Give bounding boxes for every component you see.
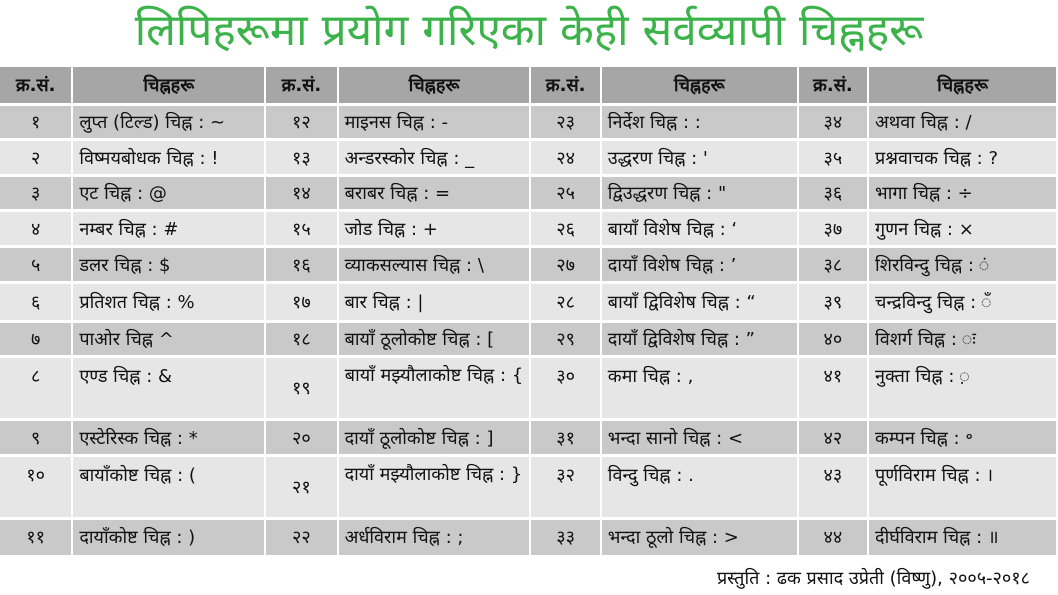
symbol-description: पाओर चिह्न ^ <box>72 322 265 357</box>
serial-number: १७ <box>265 283 337 322</box>
symbols-table <box>0 67 1058 555</box>
header-symbols: चिह्नहरू <box>868 67 1057 105</box>
symbol-description: प्रश्नवाचक चिह्न : ? <box>868 140 1057 176</box>
serial-number: ८ <box>0 357 72 420</box>
symbol-description: प्रतिशत चिह्न : % <box>72 283 265 322</box>
table-row <box>0 247 1057 283</box>
serial-number: ४२ <box>798 420 868 456</box>
symbol-description: द्विउद्धरण चिह्न : " <box>601 176 798 211</box>
serial-number: ११ <box>0 519 72 555</box>
serial-number: १ <box>0 105 72 140</box>
serial-number: १५ <box>265 211 337 247</box>
serial-number: २६ <box>530 211 600 247</box>
symbol-description: दायाँ विशेष चिह्न : ’ <box>601 247 798 283</box>
serial-number: १० <box>0 456 72 519</box>
symbol-description: कम्पन चिह्न : ॰ <box>868 420 1057 456</box>
serial-number: २७ <box>530 247 600 283</box>
serial-number: ३ <box>0 176 72 211</box>
symbol-description: बायाँ ठूलोकोष्ट चिह्न : [ <box>338 322 531 357</box>
serial-number: ३६ <box>798 176 868 211</box>
symbol-description: विशर्ग चिह्न : ः <box>868 322 1057 357</box>
symbol-description: अन्डरस्कोर चिह्न : _ <box>338 140 531 176</box>
serial-number: ४१ <box>798 357 868 420</box>
symbol-description: गुणन चिह्न : × <box>868 211 1057 247</box>
symbol-description: बायाँ विशेष चिह्न : ‘ <box>601 211 798 247</box>
header-serial: क्र.सं. <box>265 67 337 105</box>
symbol-description: दायाँ ठूलोकोष्ट चिह्न : ] <box>338 420 531 456</box>
symbol-description: एस्टेरिस्क चिह्न : * <box>72 420 265 456</box>
table-row <box>0 420 1057 456</box>
symbol-description: अथवा चिह्न : / <box>868 105 1057 140</box>
symbol-description: भन्दा सानो चिह्न : < <box>601 420 798 456</box>
symbol-description: विन्दु चिह्न : . <box>601 456 798 519</box>
serial-number: २१ <box>265 456 337 519</box>
serial-number: २ <box>0 140 72 176</box>
symbol-description: बराबर चिह्न : = <box>338 176 531 211</box>
serial-number: ९ <box>0 420 72 456</box>
header-symbols: चिह्नहरू <box>72 67 265 105</box>
symbol-description: लुप्त (टिल्ड) चिह्न : ~ <box>72 105 265 140</box>
table-row <box>0 283 1057 322</box>
symbol-description: निर्देश चिह्न : : <box>601 105 798 140</box>
symbol-description: चन्द्रविन्दु चिह्न : ँ <box>868 283 1057 322</box>
serial-number: २८ <box>530 283 600 322</box>
symbol-description: दायाँ द्विविशेष चिह्न : ” <box>601 322 798 357</box>
symbol-description: उद्धरण चिह्न : ' <box>601 140 798 176</box>
serial-number: ३१ <box>530 420 600 456</box>
serial-number: ६ <box>0 283 72 322</box>
serial-number: १४ <box>265 176 337 211</box>
header-serial: क्र.सं. <box>530 67 600 105</box>
symbol-description: बार चिह्न : | <box>338 283 531 322</box>
serial-number: १६ <box>265 247 337 283</box>
header-symbols: चिह्नहरू <box>601 67 798 105</box>
serial-number: ३८ <box>798 247 868 283</box>
header-serial: क्र.सं. <box>0 67 72 105</box>
symbol-description: बायाँ द्विविशेष चिह्न : “ <box>601 283 798 322</box>
serial-number: ३३ <box>530 519 600 555</box>
serial-number: ३० <box>530 357 600 420</box>
footer-credit: प्रस्तुति : ढक प्रसाद उप्रेती (विष्णु), २००५-२०१८ <box>716 568 1030 589</box>
table-row <box>0 140 1057 176</box>
symbol-description: कमा चिह्न : , <box>601 357 798 420</box>
serial-number: २२ <box>265 519 337 555</box>
symbol-description: एण्ड चिह्न : & <box>72 357 265 420</box>
symbol-description: जोड चिह्न : + <box>338 211 531 247</box>
symbol-description: डलर चिह्न : $ <box>72 247 265 283</box>
symbol-description: दायाँकोष्ट चिह्न : ) <box>72 519 265 555</box>
symbol-description: बायाँकोष्ट चिह्न : ( <box>72 456 265 519</box>
table-row <box>0 211 1057 247</box>
serial-number: ३५ <box>798 140 868 176</box>
serial-number: ७ <box>0 322 72 357</box>
serial-number: ४३ <box>798 456 868 519</box>
symbol-description: भागा चिह्न : ÷ <box>868 176 1057 211</box>
header-symbols: चिह्नहरू <box>338 67 531 105</box>
serial-number: १८ <box>265 322 337 357</box>
serial-number: ५ <box>0 247 72 283</box>
symbol-description: नम्बर चिह्न : # <box>72 211 265 247</box>
table-row <box>0 176 1057 211</box>
serial-number: ३४ <box>798 105 868 140</box>
header-serial: क्र.सं. <box>798 67 868 105</box>
symbol-description: दीर्घविराम चिह्न : ॥ <box>868 519 1057 555</box>
serial-number: ३७ <box>798 211 868 247</box>
symbol-description: एट चिह्न : @ <box>72 176 265 211</box>
symbol-description: विष्मयबोधक चिह्न : ! <box>72 140 265 176</box>
symbol-description: दायाँ मझ्यौलाकोष्ट चिह्न : } <box>338 456 531 519</box>
serial-number: ३२ <box>530 456 600 519</box>
serial-number: ४० <box>798 322 868 357</box>
table-row <box>0 519 1057 555</box>
serial-number: २३ <box>530 105 600 140</box>
table-row <box>0 456 1057 519</box>
symbol-description: शिरविन्दु चिह्न : ं <box>868 247 1057 283</box>
table-header-row <box>0 67 1057 105</box>
serial-number: १३ <box>265 140 337 176</box>
symbol-description: भन्दा ठूलो चिह्न : > <box>601 519 798 555</box>
serial-number: ४ <box>0 211 72 247</box>
serial-number: २५ <box>530 176 600 211</box>
serial-number: २९ <box>530 322 600 357</box>
symbol-description: नुक्ता चिह्न : ़ <box>868 357 1057 420</box>
symbol-description: माइनस चिह्न : - <box>338 105 531 140</box>
symbol-description: अर्धविराम चिह्न : ; <box>338 519 531 555</box>
serial-number: ३९ <box>798 283 868 322</box>
table-row <box>0 105 1057 140</box>
page-title: लिपिहरूमा प्रयोग गरिएका केही सर्वव्यापी चिह्नहरू <box>134 5 924 56</box>
serial-number: १९ <box>265 357 337 420</box>
serial-number: १२ <box>265 105 337 140</box>
serial-number: २४ <box>530 140 600 176</box>
table-row <box>0 357 1057 420</box>
serial-number: २० <box>265 420 337 456</box>
table-row <box>0 322 1057 357</box>
serial-number: ४४ <box>798 519 868 555</box>
symbol-description: पूर्णविराम चिह्न : । <box>868 456 1057 519</box>
symbol-description: बायाँ मझ्यौलाकोष्ट चिह्न : { <box>338 357 531 420</box>
symbol-description: व्याकसल्यास चिह्न : \ <box>338 247 531 283</box>
